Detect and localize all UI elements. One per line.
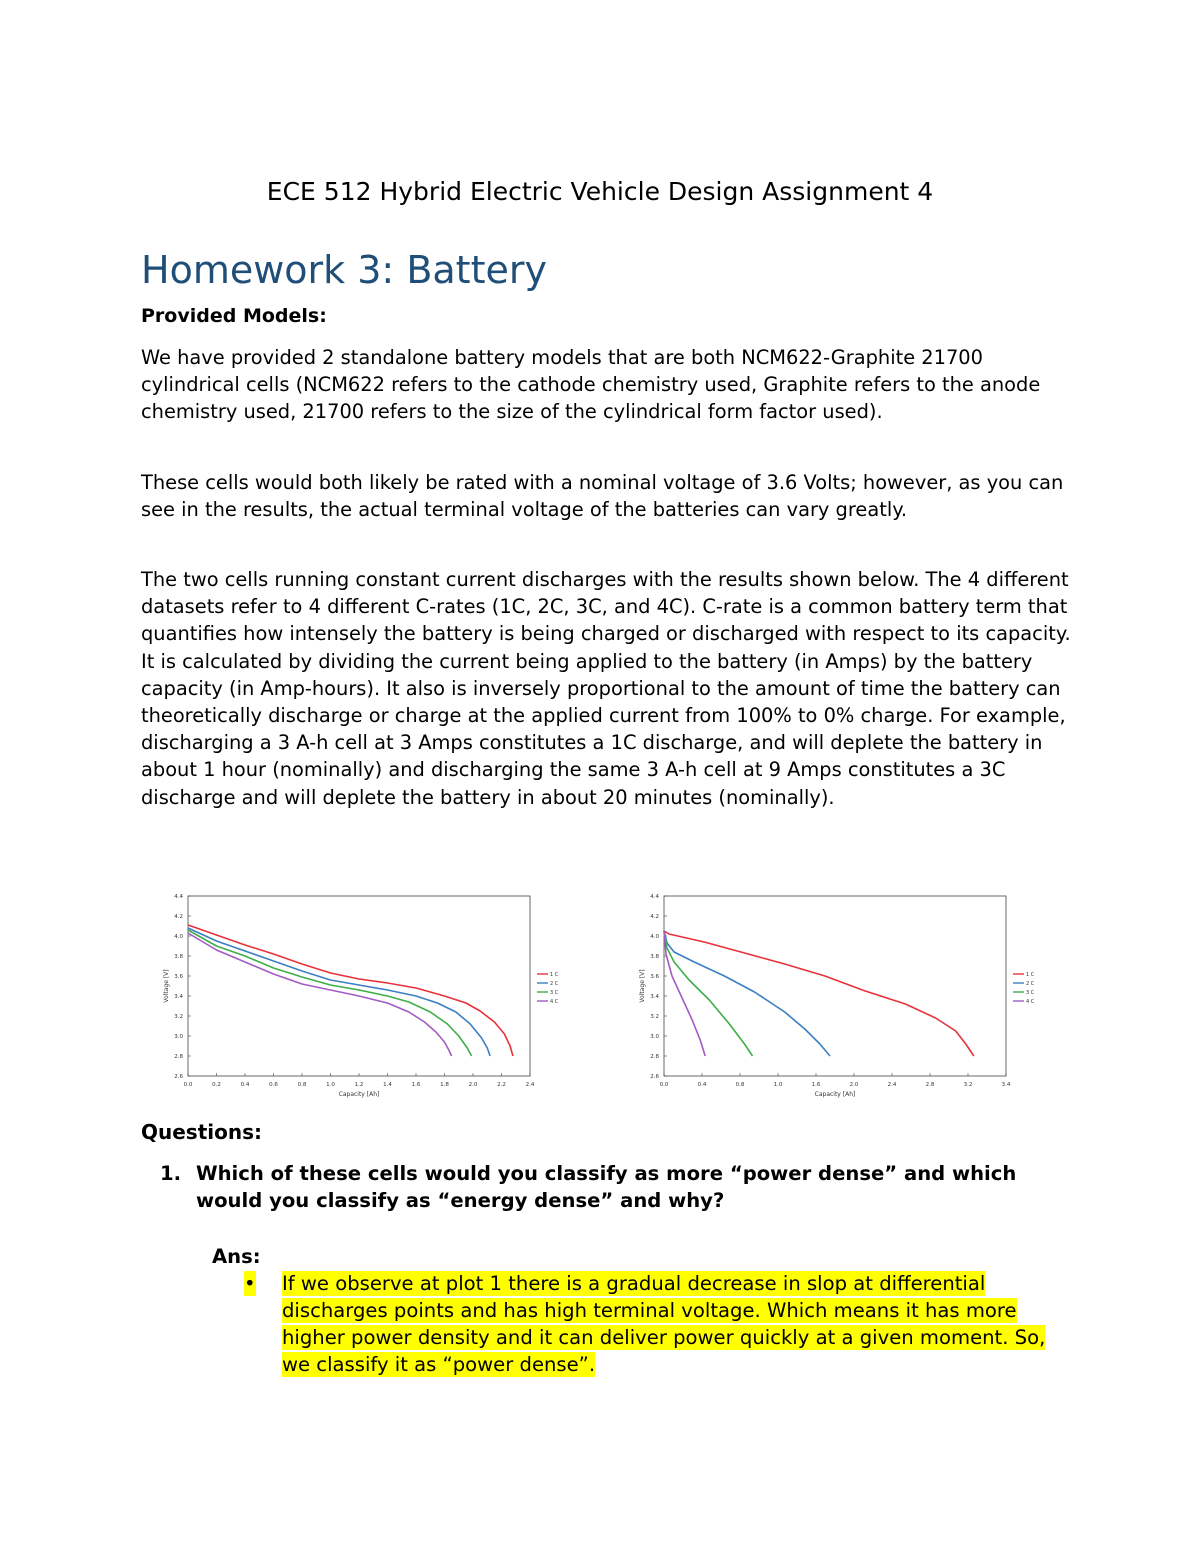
x-tick-label: 1.0 bbox=[326, 1082, 335, 1088]
y-tick-label: 3.8 bbox=[650, 954, 659, 960]
y-tick-label: 2.8 bbox=[174, 1054, 183, 1060]
paragraph-voltage: These cells would both likely be rated with a nominal voltage of 3.6 Volts; however, as you can see in the results, the actual terminal voltage of the batteries can vary greatly. bbox=[141, 471, 1064, 522]
x-tick-label: 3.2 bbox=[963, 1082, 973, 1088]
series-line-3c bbox=[664, 931, 753, 1056]
x-tick-label: 2.2 bbox=[497, 1082, 506, 1088]
homework-heading: Homework 3: Battery bbox=[141, 248, 547, 292]
answer-1-text: If we observe at plot 1 there is a gradual decrease in slop at differential discharges points and has high terminal voltage. Which means it has more higher power density and it can deliver power quickly at a given moment. So, we classify it as “power dense”. bbox=[282, 1272, 1046, 1376]
legend-label: 2 C bbox=[1026, 981, 1035, 987]
y-tick-label: 3.4 bbox=[174, 994, 183, 1000]
x-tick-label: 0.4 bbox=[697, 1082, 707, 1088]
series-line-1c bbox=[188, 925, 513, 1056]
document-title: ECE 512 Hybrid Electric Vehicle Design Assignment 4 bbox=[266, 177, 934, 206]
y-tick-label: 4.0 bbox=[174, 934, 183, 940]
y-tick-label: 3.2 bbox=[174, 1014, 183, 1020]
x-tick-label: 1.8 bbox=[440, 1082, 449, 1088]
x-tick-label: 1.0 bbox=[773, 1082, 783, 1088]
legend-label: 3 C bbox=[1026, 990, 1035, 996]
discharge-chart-2 bbox=[636, 888, 1036, 1103]
x-tick-label: 2.4 bbox=[887, 1082, 897, 1088]
x-tick-label: 1.6 bbox=[411, 1082, 421, 1088]
x-tick-label: 0.4 bbox=[240, 1082, 250, 1088]
x-tick-label: 1.2 bbox=[354, 1082, 364, 1088]
legend-label: 4 C bbox=[1026, 999, 1035, 1005]
x-axis-label: Capacity [Ah] bbox=[814, 1091, 856, 1098]
paragraph-c-rate: The two cells running constant current discharges with the results shown below. The 4 different datasets refer to 4 different C-rates (1C, 2C, 3C, and 4C). C-rate is a common battery term that quantifies how intensely the battery is being charged or discharged with respect to its capacity. It is calculated by dividing the current being applied to the battery (in Amps) by the battery capacity (in Amp-hours). It also is inversely proportional to the amount of time the battery can theoretically discharge or charge at the applied current from 100% to 0% charge. For example, discharging a 3 A-h cell at 3 Amps constitutes a 1C discharge, and will deplete the battery in about 1 hour (nominally) and discharging the same 3 A-h cell at 9 Amps constitutes a 3C discharge and will deplete the battery in about 20 minutes (nominally). bbox=[141, 568, 1071, 809]
legend-label: 4 C bbox=[550, 999, 559, 1005]
series-line-3c bbox=[188, 930, 472, 1056]
x-tick-label: 2.0 bbox=[849, 1082, 859, 1088]
y-tick-label: 4.2 bbox=[650, 914, 659, 920]
x-tick-label: 1.6 bbox=[811, 1082, 821, 1088]
answer-bullet-mark: • bbox=[244, 1272, 256, 1295]
y-tick-label: 3.4 bbox=[650, 994, 659, 1000]
answer-1 bbox=[282, 1270, 1072, 1378]
x-tick-label: 0.2 bbox=[212, 1082, 221, 1088]
x-tick-label: 2.8 bbox=[925, 1082, 935, 1088]
y-tick-label: 4.2 bbox=[174, 914, 183, 920]
series-line-2c bbox=[664, 931, 830, 1056]
legend-label: 2 C bbox=[550, 981, 559, 987]
x-tick-label: 0.6 bbox=[269, 1082, 278, 1088]
x-tick-label: 0.8 bbox=[735, 1082, 745, 1088]
questions-label: Questions: bbox=[141, 1120, 263, 1144]
paragraph-models: We have provided 2 standalone battery models that are both NCM622-Graphite 21700 cylindrical cells (NCM622 refers to the cathode chemistry used, Graphite refers to the anode chemistry used, 21700 refers to the size of the cylindrical form factor used). bbox=[141, 346, 1041, 424]
x-tick-label: 2.0 bbox=[468, 1082, 478, 1088]
series-line-1c bbox=[664, 931, 974, 1056]
legend-label: 3 C bbox=[550, 990, 559, 996]
y-tick-label: 4.4 bbox=[650, 894, 659, 900]
x-tick-label: 3.4 bbox=[1001, 1082, 1011, 1088]
provided-models-label: Provided Models: bbox=[141, 305, 327, 327]
y-tick-label: 2.6 bbox=[174, 1074, 183, 1080]
x-tick-label: 0.8 bbox=[297, 1082, 307, 1088]
y-tick-label: 3.6 bbox=[650, 974, 659, 980]
answer-bullet bbox=[244, 1270, 256, 1297]
series-line-4c bbox=[664, 931, 705, 1056]
y-tick-label: 3.0 bbox=[650, 1034, 659, 1040]
y-axis-label: Voltage [V] bbox=[639, 969, 646, 1003]
question-1-number: 1. bbox=[160, 1162, 182, 1185]
x-tick-label: 1.4 bbox=[383, 1082, 392, 1088]
x-tick-label: 0.0 bbox=[183, 1082, 193, 1088]
question-1-text: Which of these cells would you classify as more “power dense” and which would you classify as “energy dense” and why? bbox=[196, 1162, 1017, 1212]
y-tick-label: 3.2 bbox=[650, 1014, 659, 1020]
y-tick-label: 3.0 bbox=[174, 1034, 183, 1040]
y-tick-label: 3.6 bbox=[174, 974, 183, 980]
x-tick-label: 0.0 bbox=[659, 1082, 669, 1088]
legend-label: 1 C bbox=[1026, 972, 1035, 978]
x-axis-label: Capacity [Ah] bbox=[338, 1091, 380, 1098]
y-tick-label: 2.8 bbox=[650, 1054, 659, 1060]
y-tick-label: 3.8 bbox=[174, 954, 183, 960]
plot-frame bbox=[664, 896, 1006, 1076]
x-tick-label: 2.4 bbox=[525, 1082, 535, 1088]
answer-label: Ans: bbox=[212, 1245, 261, 1268]
y-tick-label: 2.6 bbox=[650, 1074, 659, 1080]
discharge-chart-1 bbox=[160, 888, 560, 1103]
y-tick-label: 4.0 bbox=[650, 934, 659, 940]
y-axis-label: Voltage [V] bbox=[163, 969, 170, 1003]
legend-label: 1 C bbox=[550, 972, 559, 978]
y-tick-label: 4.4 bbox=[174, 894, 183, 900]
plot-frame bbox=[188, 896, 530, 1076]
